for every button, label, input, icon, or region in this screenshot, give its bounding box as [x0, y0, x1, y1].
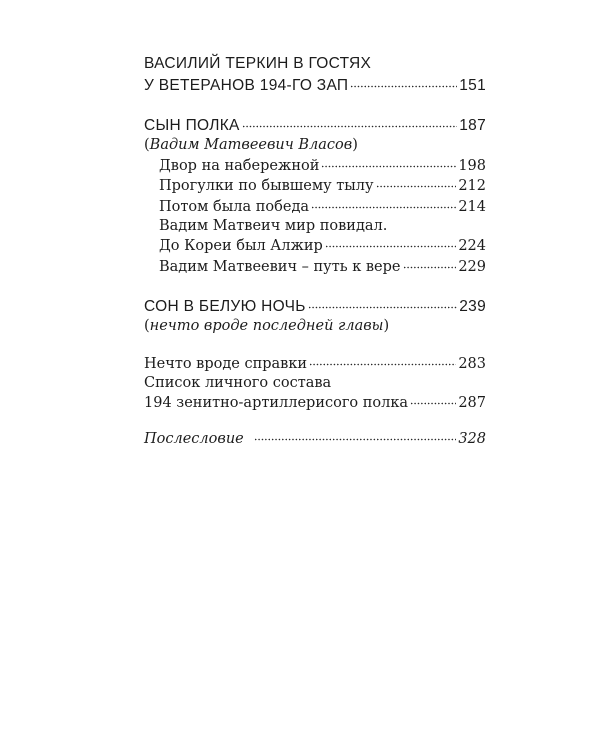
- toc-page-number: 224: [458, 238, 486, 254]
- toc-page-number: 328: [458, 430, 486, 447]
- toc-entry-title: Потом была победа: [159, 198, 310, 215]
- leader-dots: [242, 115, 458, 131]
- toc-entry-title: СОН В БЕЛУЮ НОЧЬ: [144, 298, 306, 315]
- toc-subtitle-line: [144, 317, 486, 336]
- toc-author-line: [144, 136, 486, 155]
- author-name: Вадим Матвеевич Власов: [149, 137, 353, 153]
- toc-entry-title: Нечто вроде справки: [144, 355, 308, 372]
- leader-dots: [254, 428, 457, 443]
- toc-entry-title: Послесловие: [144, 430, 244, 447]
- leader-dots: [403, 256, 457, 271]
- toc-page-number: 287: [458, 395, 486, 411]
- leader-dots: [308, 296, 457, 312]
- toc-entry-spisok: [144, 393, 486, 414]
- toc-page-number: 214: [458, 198, 486, 215]
- toc-page-number: 229: [458, 258, 486, 275]
- toc-entry-title: Двор на набережной: [159, 157, 320, 174]
- toc-subentry: [144, 176, 486, 197]
- toc-entry-syn-polka: [144, 115, 486, 137]
- toc-entry-title: У ВЕТЕРАНОВ 194-ГО ЗАП: [144, 76, 349, 94]
- toc-entry-title: Вадим Матвеевич – путь к вере: [159, 258, 401, 275]
- toc-entry-title: Вадим Матвеич мир повидал.: [159, 217, 388, 234]
- leader-dots: [350, 74, 457, 90]
- toc-entry-title: Список личного состава: [144, 374, 332, 391]
- toc-entry-spravka: [144, 353, 486, 374]
- toc-subentry: [144, 217, 486, 236]
- toc-entry-title: До Кореи был Алжир: [159, 238, 323, 254]
- toc-page-number: 187: [459, 117, 486, 134]
- toc-entry-title: Прогулки по бывшему тылу: [159, 178, 374, 194]
- paren-close: ): [383, 318, 390, 334]
- toc-entry-son: [144, 296, 486, 318]
- toc-entry-spisok-title: [144, 374, 486, 393]
- toc-page-number: 212: [458, 178, 486, 194]
- toc-page-number: 198: [458, 157, 486, 174]
- toc-subentry: [144, 256, 486, 277]
- toc-subentry: [144, 236, 486, 257]
- toc-subentry: [144, 155, 486, 176]
- toc-entry-terkin: [144, 74, 486, 96]
- toc-entry-title: СЫН ПОЛКА: [144, 117, 240, 134]
- toc-page-number: 151: [459, 76, 486, 94]
- leader-dots: [321, 155, 456, 170]
- toc-page-number: 283: [458, 355, 486, 372]
- leader-dots: [325, 236, 457, 251]
- toc-entry-title: 194 зенитно-артиллерисого полка: [144, 395, 409, 411]
- toc-entry-terkin-title: [144, 54, 486, 74]
- toc-entry-title: ВАСИЛИЙ ТЕРКИН В ГОСТЯХ: [144, 55, 372, 72]
- leader-dots: [309, 353, 456, 368]
- toc-page-number: 239: [459, 298, 486, 315]
- table-of-contents: [144, 54, 486, 449]
- paren-open: (: [144, 318, 150, 334]
- toc-subentry: [144, 196, 486, 217]
- paren-open: (: [144, 137, 150, 153]
- leader-dots: [376, 176, 457, 191]
- subtitle-text: нечто вроде последней главы: [149, 318, 384, 334]
- paren-close: ): [352, 137, 358, 153]
- toc-entry-afterword: [144, 428, 486, 449]
- leader-dots: [410, 393, 456, 408]
- leader-dots: [311, 196, 456, 211]
